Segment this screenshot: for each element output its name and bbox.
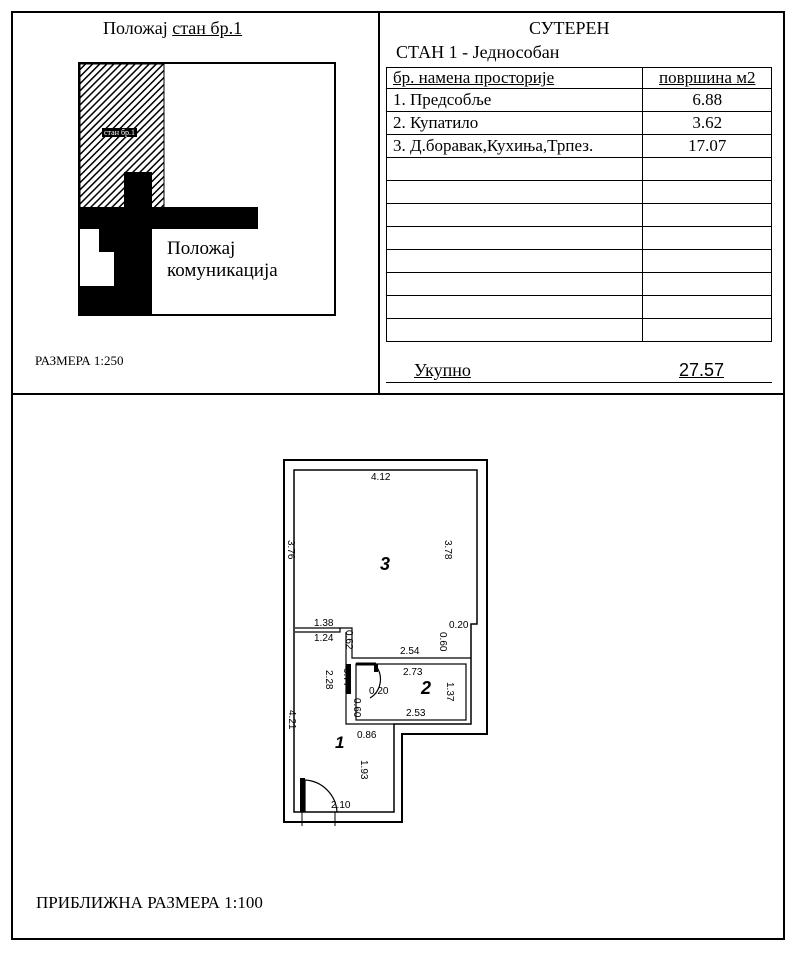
location-title-link: стан бр.1 <box>172 18 243 38</box>
room-3-label: 3 <box>380 554 391 574</box>
dim-label: 4.12 <box>371 472 391 483</box>
dim-label: 0.60 <box>437 632 448 652</box>
apartment-title: СТАН 1 - Једнособан <box>396 42 560 62</box>
scale-100-label: ПРИБЛИЖНА РАЗМЕРА 1:100 <box>36 893 263 912</box>
scale-250-label: РАЗМЕРА 1:250 <box>35 353 124 368</box>
dim-label: 2.10 <box>331 800 351 811</box>
dim-label: 0.20 <box>449 620 469 631</box>
dim-label: 0.20 <box>369 686 389 697</box>
location-title: Положај стан бр.1 <box>103 18 243 38</box>
dim-label: 2.73 <box>403 667 423 678</box>
col-header-name: бр. намена просторије <box>387 68 643 89</box>
room-area-cell: 6.88 <box>643 89 772 112</box>
room-name-cell: 1. Предсобље <box>387 89 643 112</box>
communication-label-2: комуникација <box>167 260 278 281</box>
dim-label: 0.60 <box>351 698 362 718</box>
dim-label: 2.28 <box>323 670 334 690</box>
total-value: 27.57 <box>679 360 725 380</box>
apartment-tag: стан бр.1 <box>104 128 136 137</box>
room-2-label: 2 <box>421 678 432 698</box>
room-area-cell: 3.62 <box>643 112 772 135</box>
dim-label: 0.77 <box>341 668 352 688</box>
dim-label: 3.78 <box>442 540 453 560</box>
dim-label: 2.53 <box>406 708 426 719</box>
dim-label: 0.62 <box>343 630 354 650</box>
dim-label: 3.76 <box>285 540 296 560</box>
dim-label: 2.54 <box>400 646 420 657</box>
dim-label: 4.21 <box>286 710 297 730</box>
dim-label: 1.38 <box>314 618 334 629</box>
communication-label-1: Положај <box>167 238 236 259</box>
level-title: СУТЕРЕН <box>529 18 610 38</box>
dim-label: 1.93 <box>358 760 369 780</box>
room-name-cell: 2. Купатило <box>387 112 643 135</box>
room-area-cell: 17.07 <box>643 135 772 158</box>
dim-label: 1.37 <box>444 682 455 702</box>
room-1-label: 1 <box>335 733 345 752</box>
entrance-door <box>300 778 305 812</box>
total-label: Укупно <box>414 360 471 380</box>
col-header-area: површина м2 <box>643 68 772 89</box>
dim-label: 0.86 <box>357 730 377 741</box>
room-name-cell: 3. Д.боравак,Кухиња,Трпез. <box>387 135 643 158</box>
dim-label: 1.24 <box>314 633 334 644</box>
